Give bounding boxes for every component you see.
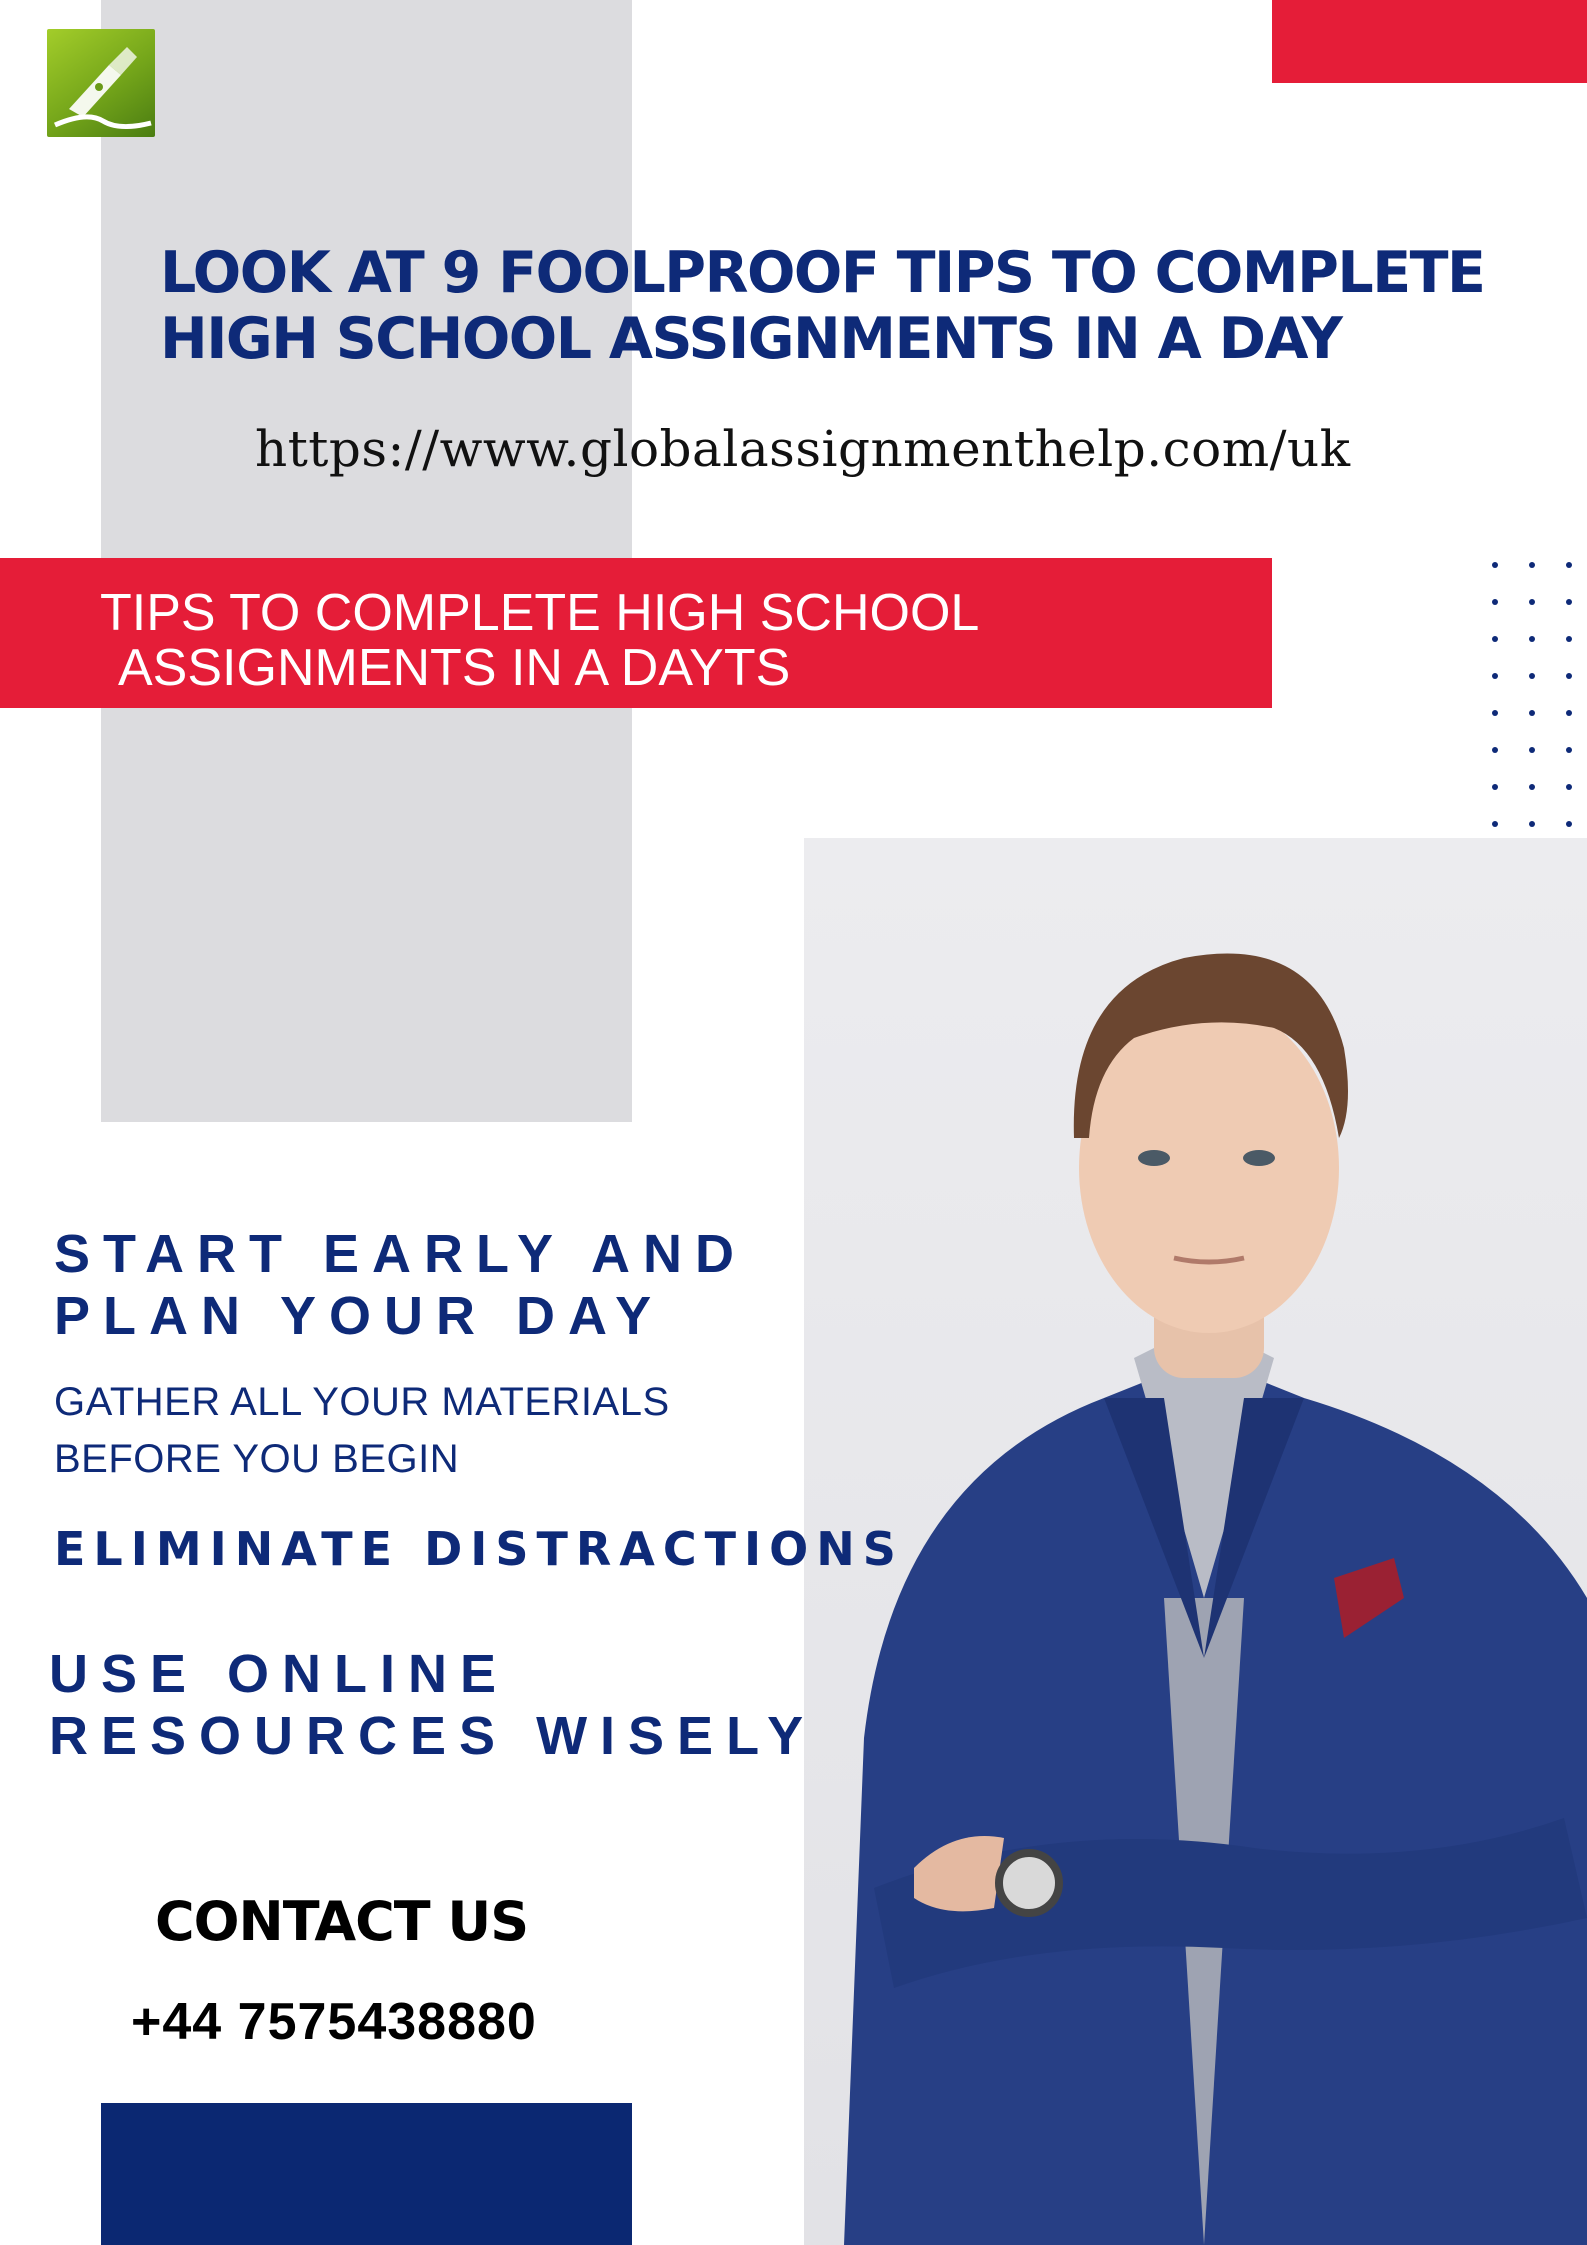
contact-phone-number[interactable]: +44 7575438880 (131, 1993, 537, 2051)
tip-online-resources-line-2: RESOURCES WISELY (49, 1706, 817, 1766)
tip-gather-materials-line-1: GATHER ALL YOUR MATERIALS (54, 1380, 670, 1424)
tip-online-resources-line-1: USE ONLINE (49, 1644, 510, 1704)
top-red-accent-bar (1272, 0, 1587, 83)
tip-eliminate-distractions: ELIMINATE DISTRACTIONS (54, 1522, 904, 1576)
tip-start-early-line-2: PLAN YOUR DAY (54, 1286, 665, 1346)
navy-bottom-block (101, 2103, 632, 2245)
pen-nib-logo-icon[interactable] (47, 29, 155, 137)
headline-line-1: LOOK AT 9 FOOLPROOF TIPS TO COMPLETE (160, 240, 1485, 306)
headline-line-2: HIGH SCHOOL ASSIGNMENTS IN A DAY (160, 306, 1342, 372)
page-headline (160, 240, 1560, 372)
tip-start-early-line-1: START EARLY AND (54, 1224, 748, 1284)
banner-text-line-1: TIPS TO COMPLETE HIGH SCHOOL (100, 584, 980, 642)
tip-gather-materials-line-2: BEFORE YOU BEGIN (54, 1437, 460, 1481)
website-url-link[interactable]: https://www.globalassignmenthelp.com/uk (255, 420, 1351, 478)
man-in-suit-photo (804, 838, 1587, 2245)
contact-us-heading: CONTACT US (155, 1890, 529, 1953)
banner-text-line-2: ASSIGNMENTS IN A DAYTS (118, 639, 791, 697)
